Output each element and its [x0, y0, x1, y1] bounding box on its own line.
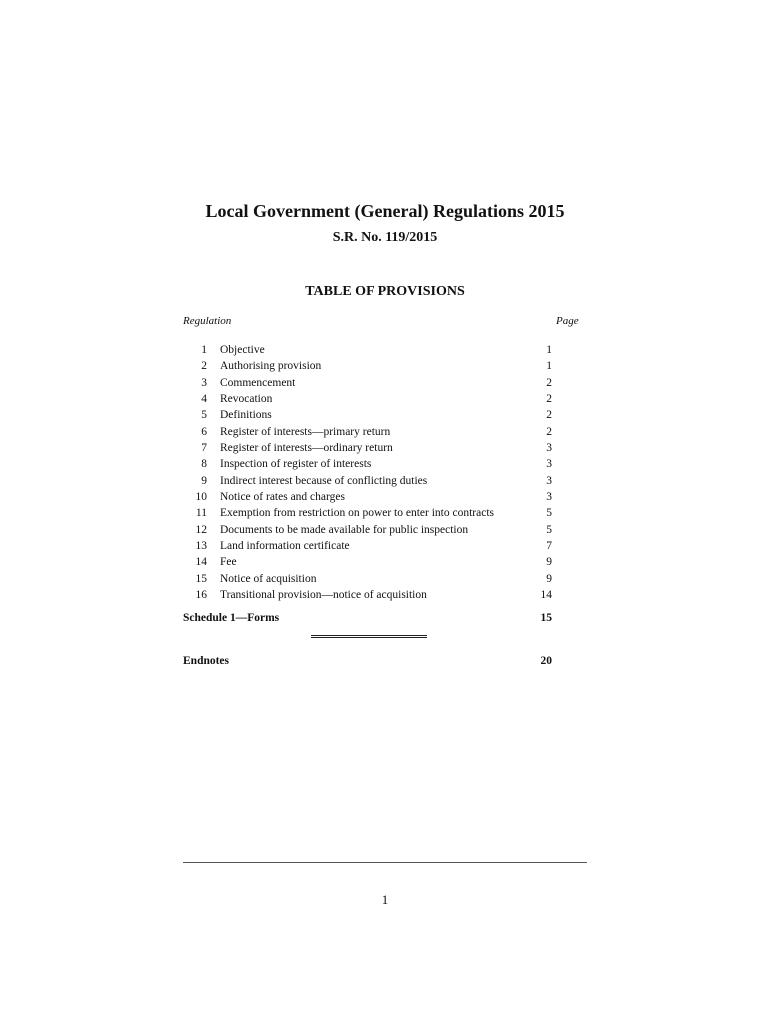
toc-entry[interactable]	[183, 456, 563, 472]
toc-entry-title: Definitions	[220, 409, 272, 422]
toc-entry-page: 2	[546, 376, 552, 389]
toc-entry-number: 9	[201, 474, 207, 487]
page-number: 1	[381, 892, 389, 907]
toc-entry-title: Notice of acquisition	[220, 572, 317, 585]
section-divider	[311, 635, 427, 638]
toc-entry-title: Objective	[220, 344, 265, 356]
toc-entry-title: Fee	[220, 556, 237, 569]
toc-entry[interactable]	[183, 375, 563, 391]
toc-entry-page: 7	[546, 540, 552, 553]
toc-entry[interactable]	[183, 424, 563, 440]
toc-entry-number: 12	[195, 523, 207, 536]
toc-entry-number: 15	[195, 572, 207, 585]
toc-entry-title: Documents to be made available for public inspection	[220, 523, 469, 536]
toc-entry[interactable]	[183, 538, 563, 554]
toc-entry-number: 6	[201, 425, 207, 438]
toc-entry-number: 11	[195, 507, 207, 520]
toc-entry[interactable]	[183, 505, 563, 521]
toc-entry[interactable]	[183, 440, 563, 456]
toc-entry-number: 3	[201, 376, 207, 389]
toc-entry[interactable]	[183, 391, 563, 407]
toc-entry-title: Revocation	[220, 393, 273, 406]
schedule-title: Schedule 1—Forms	[183, 612, 280, 624]
toc-entry-page: 1	[546, 344, 552, 356]
toc-entry-number: 1	[201, 344, 207, 356]
toc-entry-title: Register of interests—ordinary return	[220, 442, 393, 455]
toc-entry-number: 2	[201, 360, 207, 373]
toc-entry[interactable]	[183, 342, 563, 358]
endnotes-page: 20	[540, 655, 552, 667]
toc-entry-number: 7	[201, 442, 207, 455]
toc-entry-page: 2	[546, 409, 552, 422]
toc-entry-page: 5	[546, 523, 552, 536]
toc-entry[interactable]	[183, 554, 563, 570]
provisions-list	[183, 342, 563, 604]
page-column-header: Page	[556, 315, 579, 327]
toc-entry-number: 13	[195, 540, 207, 553]
toc-entry-page: 2	[546, 425, 552, 438]
toc-entry-number: 4	[201, 393, 207, 406]
toc-entry-page: 3	[546, 458, 552, 471]
toc-entry-number: 14	[195, 556, 207, 569]
regulation-column-header: Regulation	[183, 315, 232, 327]
toc-entry-number: 5	[201, 409, 207, 422]
statutory-rule-number: S.R. No. 119/2015	[332, 230, 438, 245]
toc-entry-page: 3	[546, 491, 552, 504]
toc-entry[interactable]	[183, 489, 563, 505]
schedule-page: 15	[540, 612, 552, 624]
toc-entry[interactable]	[183, 473, 563, 489]
toc-entry-title: Inspection of register of interests	[220, 458, 372, 471]
toc-entry-title: Notice of rates and charges	[220, 491, 345, 504]
endnotes-title: Endnotes	[183, 655, 230, 667]
toc-entry-page: 3	[546, 442, 552, 455]
toc-entry[interactable]	[183, 522, 563, 538]
toc-entry-number: 10	[195, 491, 207, 504]
toc-entry-page: 9	[546, 556, 552, 569]
toc-entry-title: Exemption from restriction on power to enter into contracts	[220, 507, 495, 520]
toc-entry[interactable]	[183, 358, 563, 374]
toc-entry-page: 3	[546, 474, 552, 487]
toc-entry-title: Land information certificate	[220, 540, 350, 553]
toc-entry-title: Register of interests—primary return	[220, 425, 391, 438]
toc-entry[interactable]	[183, 587, 563, 603]
document-title: Local Government (General) Regulations 2015	[205, 201, 565, 221]
toc-entry-page: 14	[540, 589, 552, 602]
toc-entry-page: 9	[546, 572, 552, 585]
toc-entry-title: Authorising provision	[220, 360, 322, 373]
toc-entry-number: 16	[195, 589, 207, 602]
toc-schedule-entry[interactable]	[183, 610, 563, 626]
toc-endnotes-entry[interactable]	[183, 653, 563, 669]
toc-entry-title: Transitional provision—notice of acquisition	[220, 589, 427, 602]
toc-entry[interactable]	[183, 571, 563, 587]
toc-heading: TABLE OF PROVISIONS	[305, 284, 465, 299]
toc-entry-title: Indirect interest because of conflicting duties	[220, 474, 428, 487]
toc-entry-page: 2	[546, 393, 552, 406]
toc-entry-page: 1	[546, 360, 552, 373]
footer-rule	[183, 862, 587, 863]
toc-entry-title: Commencement	[220, 376, 296, 389]
toc-entry[interactable]	[183, 407, 563, 423]
toc-entry-number: 8	[201, 458, 207, 471]
toc-entry-page: 5	[546, 507, 552, 520]
